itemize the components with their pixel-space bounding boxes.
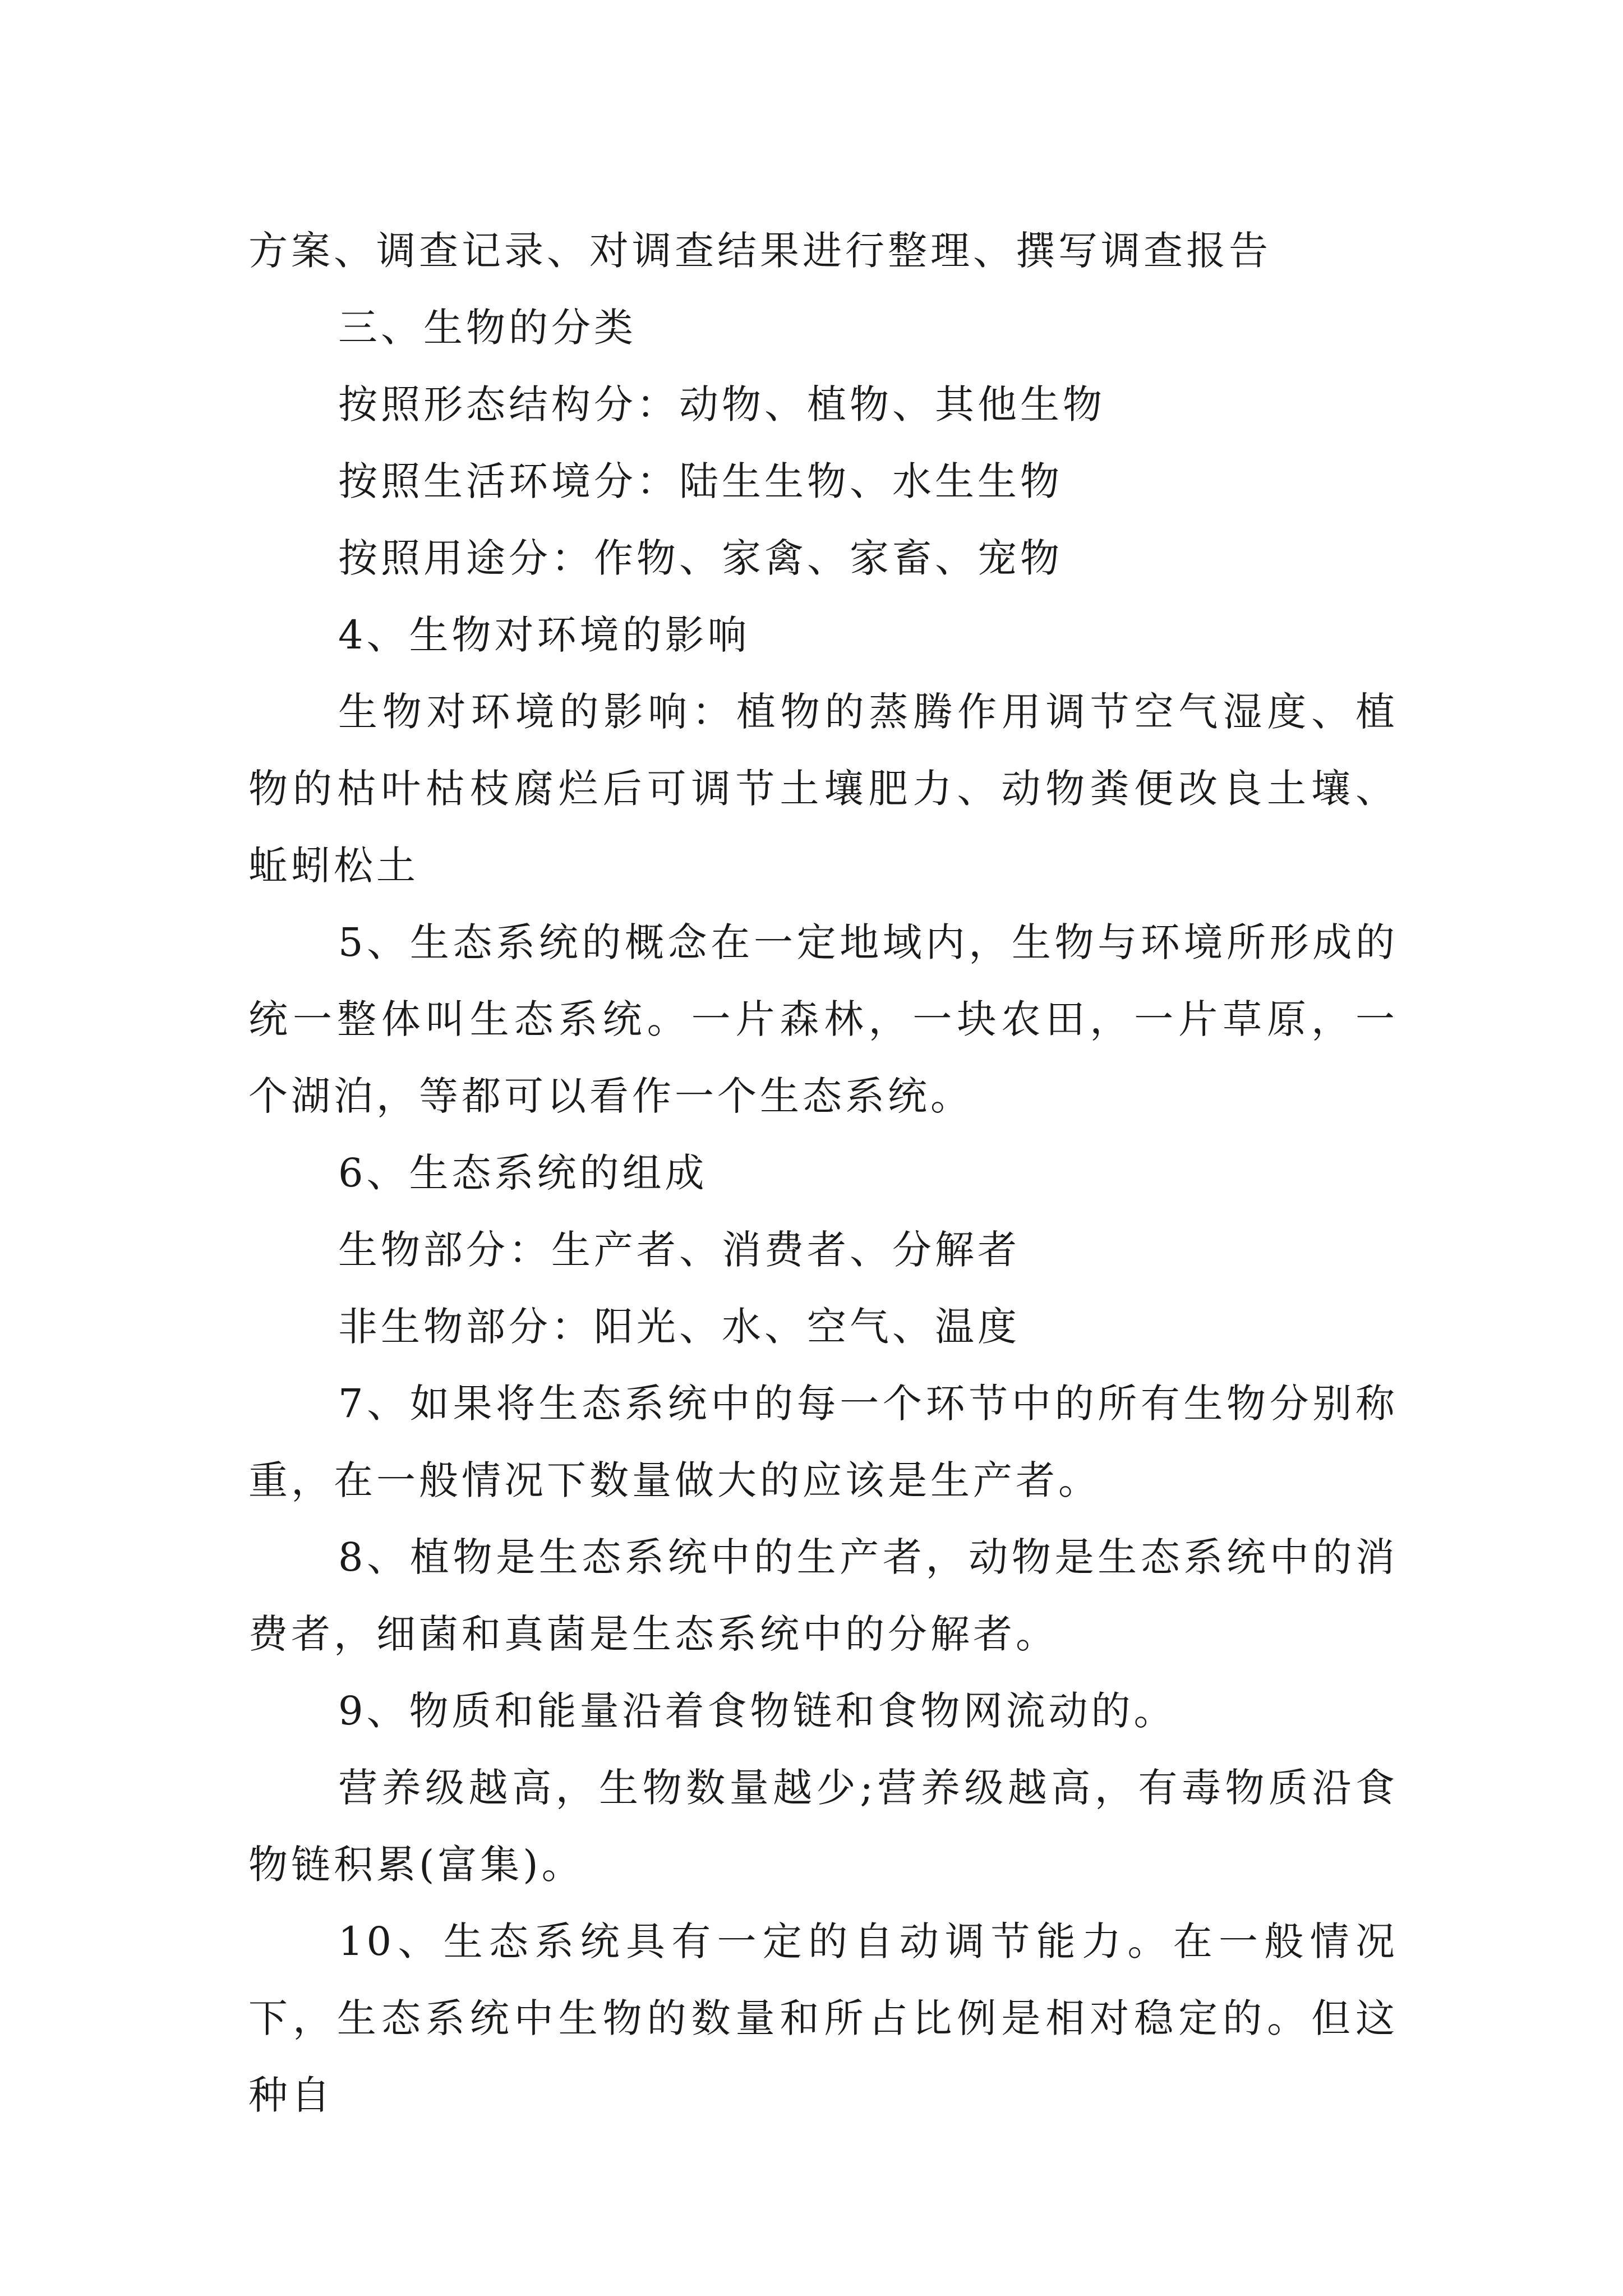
paragraph-weighing: 7、如果将生态系统中的每一个环节中的所有生物分别称重，在一般情况下数量做大的应该是生产者。 <box>248 1381 1398 1503</box>
paragraph-self-regulation: 10、生态系统具有一定的自动调节能力。在一般情况下，生态系统中生物的数量和所占比例是相对稳定的。但这种自 <box>248 1918 1398 2118</box>
paragraph-energy-flow: 9、物质和能量沿着食物链和食物网流动的。 <box>338 1688 1177 1734</box>
paragraph-by-use: 按照用途分：作物、家禽、家畜、宠物 <box>338 535 1063 581</box>
paragraph-abiotic: 非生物部分：阳光、水、空气、温度 <box>338 1304 1020 1350</box>
paragraph-ecosystem-concept: 5、生态系统的概念在一定地域内，生物与环境所形成的统一整体叫生态系统。一片森林，一块农田，一片草原，一个湖泊，等都可以看作一个生态系统。 <box>248 919 1398 1119</box>
document-body <box>248 213 1398 2134</box>
paragraph-by-environment: 按照生活环境分：陆生生物、水生生物 <box>338 458 1063 504</box>
paragraph-biotic: 生物部分：生产者、消费者、分解者 <box>338 1227 1020 1273</box>
paragraph-roles: 8、植物是生态系统中的生产者，动物是生态系统中的消费者，细菌和真菌是生态系统中的分解者。 <box>248 1534 1398 1657</box>
heading-influence: 4、生物对环境的影响 <box>338 612 750 658</box>
heading-ecosystem-composition: 6、生态系统的组成 <box>338 1150 708 1196</box>
paragraph-continuation: 方案、调查记录、对调查结果进行整理、撰写调查报告 <box>248 228 1271 274</box>
heading-classification: 三、生物的分类 <box>338 305 637 351</box>
paragraph-by-structure: 按照形态结构分：动物、植物、其他生物 <box>338 381 1105 427</box>
paragraph-trophic-level: 营养级越高，生物数量越少;营养级越高，有毒物质沿食物链积累(富集)。 <box>248 1765 1398 1888</box>
paragraph-influence: 生物对环境的影响：植物的蒸腾作用调节空气湿度、植物的枯叶枯枝腐烂后可调节土壤肥力、动物粪便改良土壤、蚯蚓松土 <box>248 689 1398 889</box>
